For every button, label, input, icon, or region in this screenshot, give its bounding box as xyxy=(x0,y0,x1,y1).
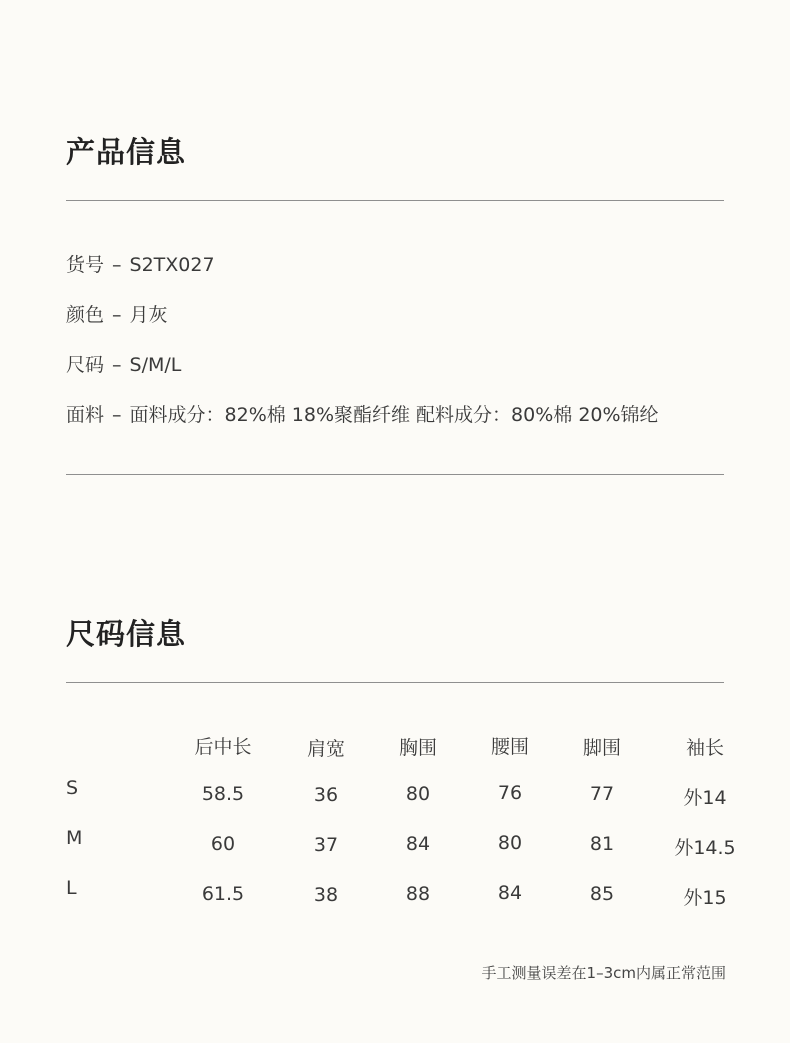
info-row-color xyxy=(66,300,168,327)
size-label-s: S xyxy=(66,777,79,799)
size-label-m: M xyxy=(66,827,83,849)
info-label: 尺码 xyxy=(66,354,105,376)
product-info-title: 产品信息 xyxy=(66,135,187,169)
column-header-back-length: 后中长 xyxy=(194,736,252,758)
table-cell: 77 xyxy=(589,783,615,805)
info-separator: – xyxy=(112,304,122,326)
column-header-sleeve: 袖长 xyxy=(685,737,725,759)
info-label: 颜色 xyxy=(66,304,105,326)
info-value: 月灰 xyxy=(129,304,168,326)
info-separator: – xyxy=(112,254,122,276)
column-header-shoulder: 肩宽 xyxy=(306,738,346,760)
info-separator: – xyxy=(112,404,122,426)
column-header-hem: 脚围 xyxy=(582,737,622,759)
table-cell: 84 xyxy=(405,833,431,855)
table-cell: 81 xyxy=(589,833,615,855)
table-cell: 76 xyxy=(497,782,523,804)
info-label: 面料 xyxy=(66,404,105,426)
table-cell: 58.5 xyxy=(201,783,245,805)
column-header-chest: 胸围 xyxy=(398,737,438,759)
divider xyxy=(66,474,724,475)
info-row-fabric xyxy=(66,400,659,427)
info-separator: – xyxy=(112,354,122,376)
size-info-title: 尺码信息 xyxy=(66,617,187,651)
table-cell: 60 xyxy=(210,833,236,855)
column-header-waist: 腰围 xyxy=(490,736,530,758)
table-cell: 85 xyxy=(589,883,615,905)
divider xyxy=(66,682,724,683)
info-row-item-number xyxy=(66,250,215,277)
table-cell: 80 xyxy=(497,832,523,854)
table-cell: 外15 xyxy=(683,887,727,909)
table-cell: 80 xyxy=(405,783,431,805)
info-value: S/M/L xyxy=(129,354,182,376)
info-label: 货号 xyxy=(66,254,105,276)
info-row-size xyxy=(66,350,181,377)
info-value: 面料成分：82%棉 18%聚酯纤维 配料成分：80%棉 20%锦纶 xyxy=(129,404,659,426)
table-cell: 61.5 xyxy=(201,883,245,905)
table-cell: 36 xyxy=(313,784,339,806)
info-value: S2TX027 xyxy=(129,254,215,276)
table-cell: 88 xyxy=(405,883,431,905)
measurement-note: 手工测量误差在1–3cm内属正常范围 xyxy=(481,964,726,982)
table-cell: 37 xyxy=(313,834,339,856)
table-cell: 外14.5 xyxy=(674,837,736,859)
table-cell: 38 xyxy=(313,884,339,906)
divider xyxy=(66,200,724,201)
table-cell: 外14 xyxy=(683,787,727,809)
table-cell: 84 xyxy=(497,882,523,904)
size-label-l: L xyxy=(66,877,77,899)
